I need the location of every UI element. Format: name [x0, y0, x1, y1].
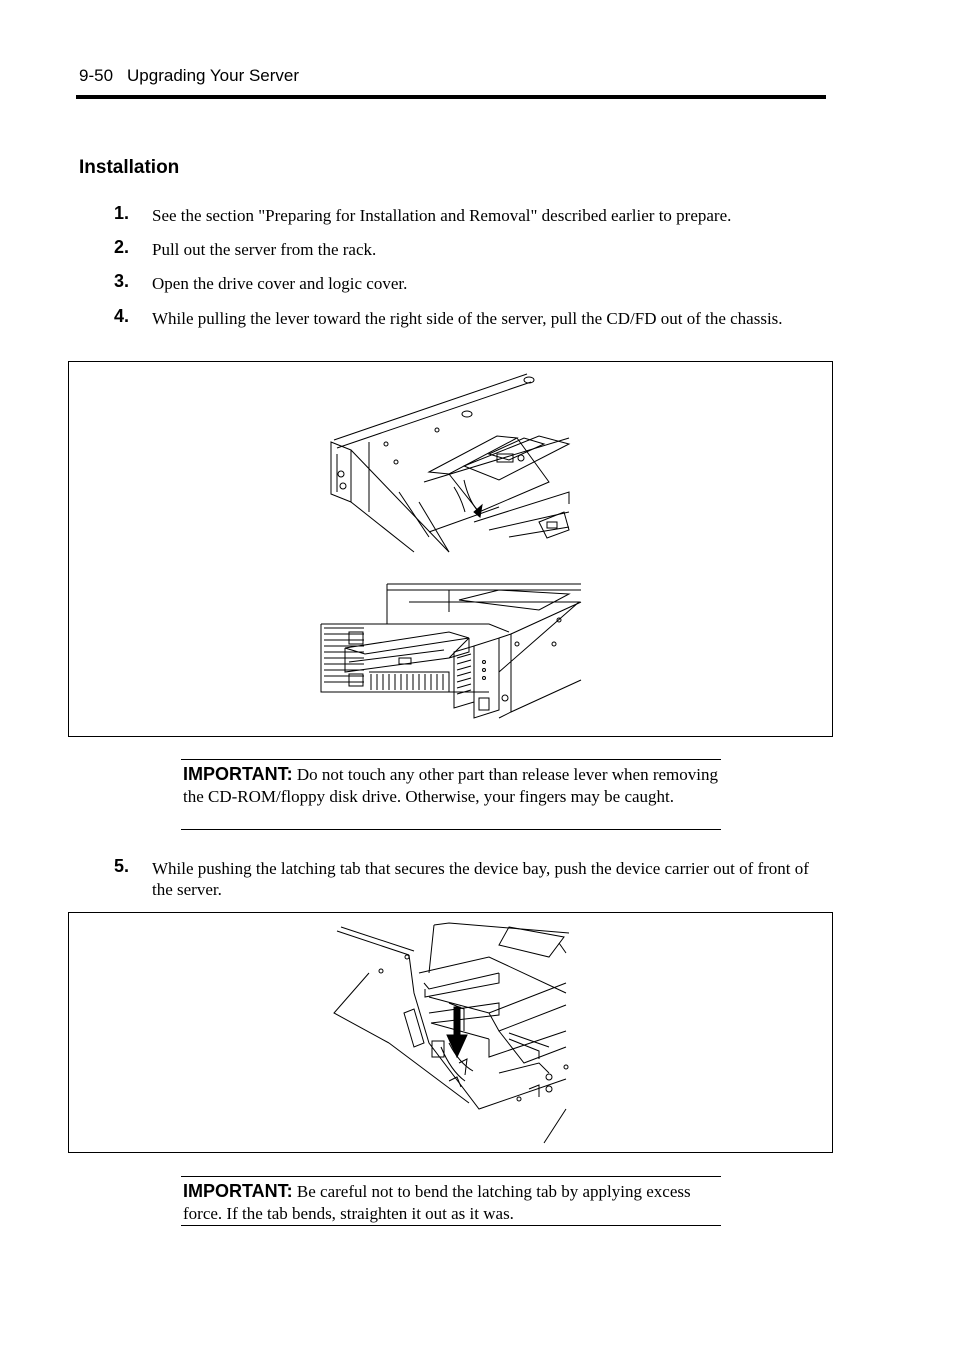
note-label: IMPORTANT: [183, 1181, 293, 1201]
important-note-2 [181, 1176, 721, 1226]
step-number: 2. [114, 237, 130, 257]
device-bay-illustration [69, 913, 834, 1154]
chassis-top-view [331, 374, 569, 552]
page-header [79, 66, 299, 86]
step-text: See the section "Preparing for Installation and Removal" described earlier to prepare. [152, 206, 732, 225]
step-text: While pushing the latching tab that secures the device bay, push the device carrier out of front of the server. [152, 859, 809, 899]
note-text: Do not touch any other part than release lever when removing the CD-ROM/floppy disk drive. Otherwise, your fingers may be caught. [183, 765, 718, 806]
step-number: 1. [114, 203, 130, 223]
figure-cd-fd-removal [68, 361, 833, 737]
figure-device-carrier [68, 912, 833, 1153]
section-title: Installation [79, 157, 180, 178]
step-text: While pulling the lever toward the right side of the server, pull the CD/FD out of the chassis. [152, 309, 783, 328]
note-text: Be careful not to bend the latching tab by applying excess force. If the tab bends, straighten it out as it was. [183, 1182, 691, 1223]
step-text: Open the drive cover and logic cover. [152, 274, 408, 293]
step-number: 5. [114, 856, 130, 876]
page-number: 9-50 [79, 66, 114, 85]
step-number: 4. [114, 306, 130, 326]
chassis-front-view [321, 584, 581, 718]
chapter-title: Upgrading Your Server [127, 66, 300, 85]
important-note-1 [181, 759, 721, 830]
note-label: IMPORTANT: [183, 764, 293, 784]
step-text: Pull out the server from the rack. [152, 240, 377, 259]
device-bay-lines [334, 923, 569, 1143]
header-rule [76, 95, 826, 99]
server-drive-illustration [69, 362, 834, 738]
step-number: 3. [114, 271, 130, 291]
